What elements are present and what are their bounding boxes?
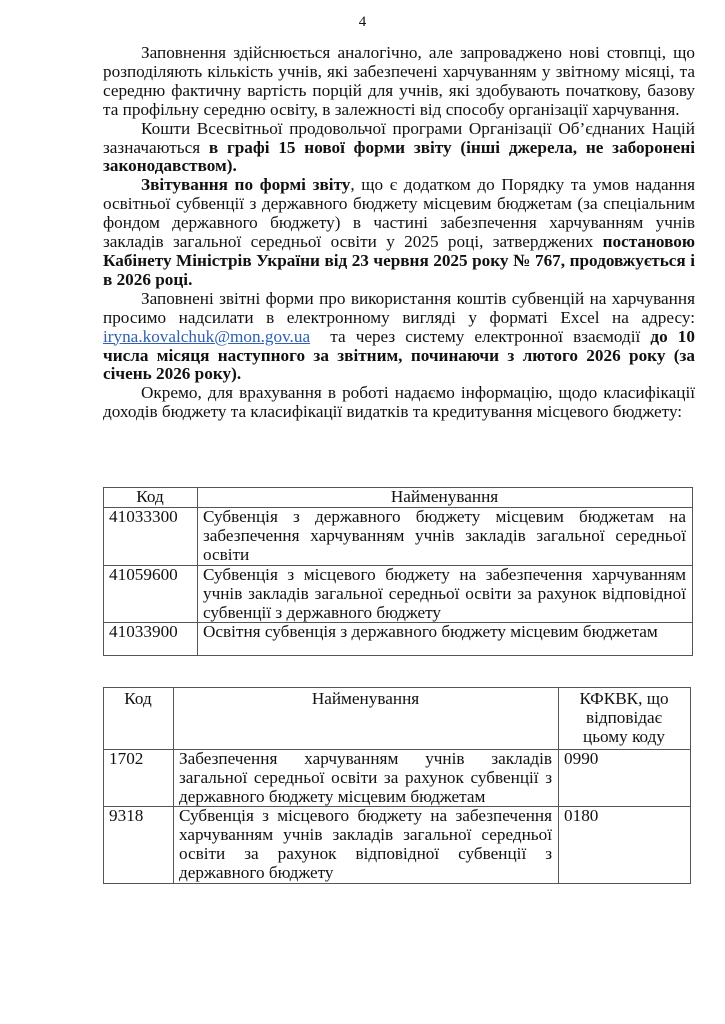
table-header-row bbox=[104, 488, 693, 508]
expense-classification-table bbox=[103, 687, 691, 884]
header-name: Найменування bbox=[174, 688, 559, 750]
text: , що є додатком до Порядку та умов надання освітньої субвенції з державного бюджету місцевим бюджетам (за спеціальним фондом державного бюджету) в частині забезпечення харчуванням учнів закладів загальної середньої освіти у 2025 році, затверджених bbox=[103, 175, 695, 252]
cell-code: 41059600 bbox=[104, 565, 198, 623]
table-header-row bbox=[104, 688, 691, 750]
document-body bbox=[103, 44, 695, 422]
email-link[interactable]: iryna.kovalchuk@mon.gov.ua bbox=[103, 326, 311, 346]
table-row bbox=[104, 749, 691, 807]
paragraph-reporting bbox=[103, 176, 695, 289]
cell-code: 1702 bbox=[104, 749, 174, 807]
header-name: Найменування bbox=[198, 488, 693, 508]
header-kfkvk: КФКВК, що відповідає цьому коду bbox=[559, 688, 691, 750]
text: та через систему електронної взаємодії bbox=[310, 326, 651, 346]
paragraph-classification: Окремо, для врахування в роботі надаємо інформацію, щодо класифікації доходів бюджету та класифікації видатків та кредитування місцевого бюджету: bbox=[103, 383, 695, 422]
bold-text: до 10 числа місяця наступного за звітним, починаючи з лютого 2026 року (за січень 2026 року). bbox=[103, 326, 695, 384]
bold-text: постановою Кабінету Міністрів України від 23 червня 2025 року № 767, продовжується і в 2026 році. bbox=[103, 232, 695, 289]
table-row bbox=[104, 623, 693, 656]
cell-name: Забезпечення харчуванням учнів закладів загальної середньої освіти за рахунок субвенції з державного бюджету місцевим бюджетам bbox=[174, 749, 559, 807]
header-code: Код bbox=[104, 688, 174, 750]
bold-text: в графі 15 нової форми звіту (інші джерела, не заборонені законодавством). bbox=[103, 137, 695, 176]
paragraph-submission bbox=[103, 290, 695, 385]
cell-code: 41033300 bbox=[104, 508, 198, 566]
table-row bbox=[104, 508, 693, 566]
paragraph-un-wfp bbox=[103, 120, 695, 177]
page-number: 4 bbox=[358, 14, 367, 30]
text: Заповнені звітні форми про використання коштів субвенцій на харчування просимо надсилати в електронному вигляді у форматі Excel на адресу: bbox=[103, 288, 695, 327]
cell-code: 9318 bbox=[104, 807, 174, 884]
bold-text: Звітування по формі звіту bbox=[141, 175, 351, 195]
paragraph-filling: Заповнення здійснюється аналогічно, але запроваджено нові стовпці, що розподіляють кількість учнів, які забезпечені харчуванням у звітному місяці, та середню фактичну вартість порцій для учнів, які здобувають початкову, базову та профільну середню освіту, в залежності від способу організації харчування. bbox=[103, 43, 695, 119]
cell-name: Субвенція з державного бюджету місцевим бюджетам на забезпечення харчуванням учнів закладів загальної середньої освіти bbox=[198, 508, 693, 566]
cell-name: Субвенція з місцевого бюджету на забезпечення харчуванням учнів закладів загальної середньої освіти за рахунок відповідної субвенції з державного бюджету bbox=[198, 565, 693, 623]
table-row bbox=[104, 565, 693, 623]
cell-name: Субвенція з місцевого бюджету на забезпечення харчуванням учнів закладів загальної середньої освіти за рахунок відповідної субвенції з державного бюджету bbox=[174, 807, 559, 884]
cell-kfkvk: 0990 bbox=[559, 749, 691, 807]
table-row bbox=[104, 807, 691, 884]
text: Кошти Всесвітньої продовольчої програми Організації Об’єднаних Націй зазначаються bbox=[103, 118, 695, 157]
income-classification-table bbox=[103, 487, 693, 656]
cell-name: Освітня субвенція з державного бюджету місцевим бюджетам bbox=[198, 623, 693, 656]
header-code: Код bbox=[104, 488, 198, 508]
cell-kfkvk: 0180 bbox=[559, 807, 691, 884]
cell-code: 41033900 bbox=[104, 623, 198, 656]
